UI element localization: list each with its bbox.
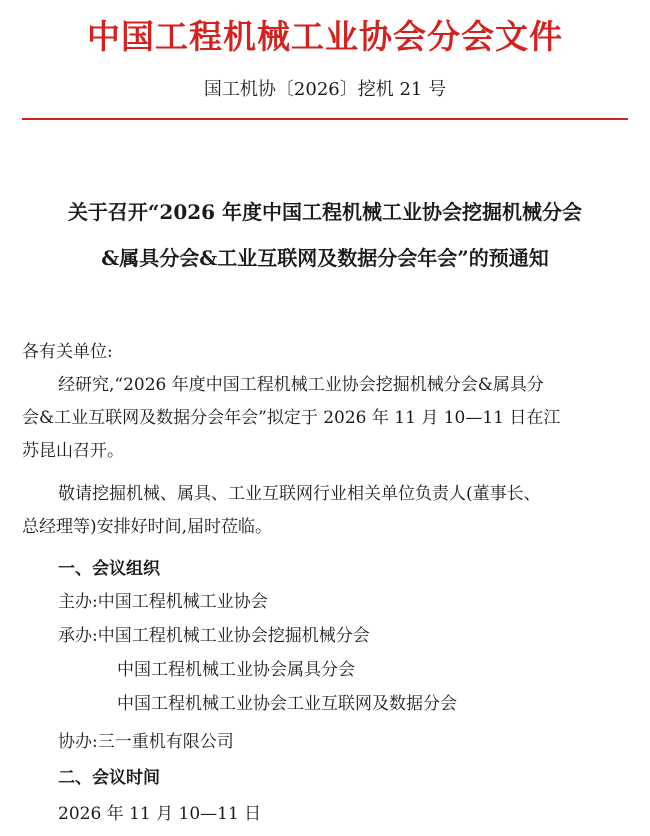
organizer-line-2: 中国工程机械工业协会属具分会 <box>117 660 355 680</box>
paragraph-1-line-3: 苏昆山召开。 <box>22 441 124 461</box>
header-divider <box>22 118 628 120</box>
paragraph-1-line-1: 经研究,“2026 年度中国工程机械工业协会挖掘机械分会&属具分 <box>58 375 544 395</box>
meeting-date: 2026 年 11 月 10—11 日 <box>58 804 262 824</box>
salutation: 各有关单位: <box>22 342 113 362</box>
paragraph-1-line-2: 会&工业互联网及数据分会年会”拟定于 2026 年 11 月 10—11 日在江 <box>22 408 561 428</box>
subject-line-2: &属具分会&工业互联网及数据分会年会”的预通知 <box>101 246 549 270</box>
subject-line-1: 关于召开“2026 年度中国工程机械工业协会挖掘机械分会 <box>67 200 583 224</box>
document-header-title: 中国工程机械工业协会分会文件 <box>87 17 563 56</box>
organizer-line-3: 中国工程机械工业协会工业互联网及数据分会 <box>117 694 457 714</box>
co-organizer-line: 协办:三一重机有限公司 <box>58 732 234 752</box>
host-line: 主办:中国工程机械工业协会 <box>58 592 268 612</box>
paragraph-2-line-1: 敬请挖掘机械、属具、工业互联网行业相关单位负责人(董事长、 <box>58 484 541 504</box>
organizer-line-1: 承办:中国工程机械工业协会挖掘机械分会 <box>58 626 370 646</box>
document-number: 国工机协〔2026〕挖机 21 号 <box>203 79 447 100</box>
section-heading-time: 二、会议时间 <box>58 768 160 788</box>
paragraph-2-line-2: 总经理等)安排好时间,届时莅临。 <box>22 517 273 537</box>
section-heading-organization: 一、会议组织 <box>58 559 160 579</box>
